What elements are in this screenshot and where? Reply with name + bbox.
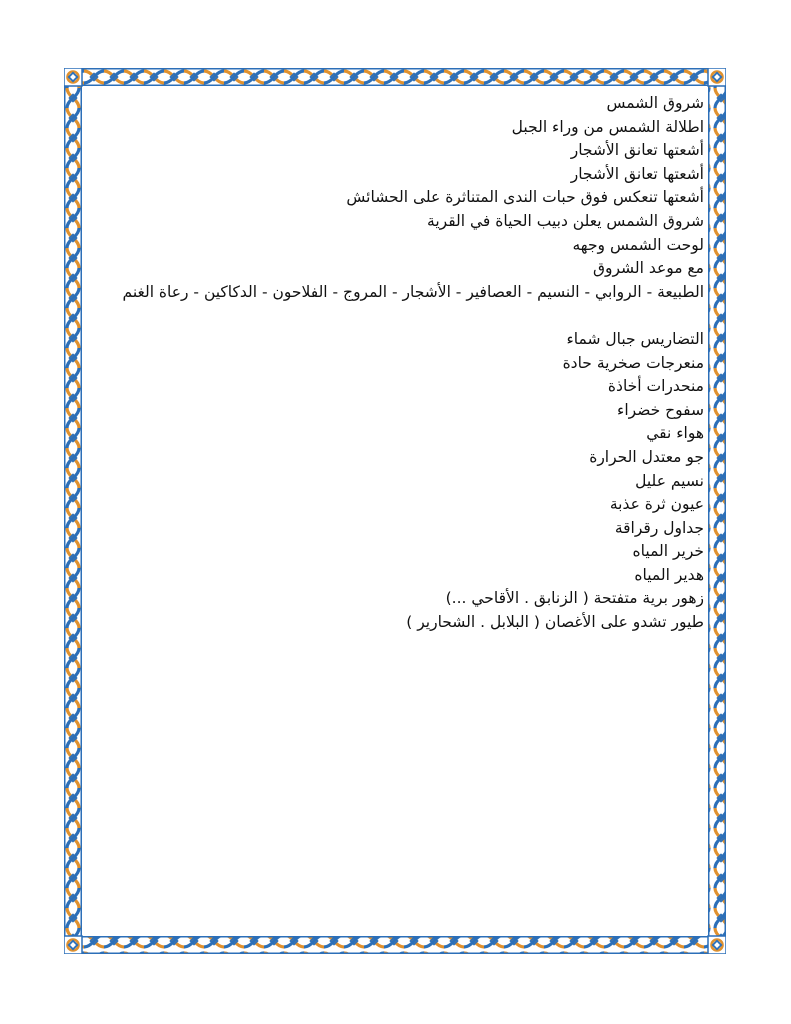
text-line: التضاريس جبال شماء xyxy=(566,329,704,348)
document-text xyxy=(110,92,704,635)
border-right xyxy=(708,68,726,954)
text-line: طيور تشدو على الأغصان ( البلابل . الشحارير ) xyxy=(406,613,704,632)
text-line: لوحت الشمس وجهه xyxy=(572,235,704,254)
text-line: عيون ثرة عذبة xyxy=(609,495,704,514)
text-line: زهور برية متفتحة ( الزنابق . الأقاحي ...) xyxy=(445,589,704,608)
text-line: هدير المياه xyxy=(634,565,704,584)
text-line: اطلالة الشمس من وراء الجبل xyxy=(511,117,704,136)
text-line: سفوح خضراء xyxy=(617,400,704,419)
text-line: الطبيعة - الروابي - النسيم - العصافير - الأشجار - المروج - الفلاحون - الدكاكين - رعاة الغنم xyxy=(122,282,704,301)
border-corner xyxy=(708,936,726,954)
text-line: منحدرات أخاذة xyxy=(607,377,704,396)
text-line: نسيم عليل xyxy=(635,471,704,490)
text-line: أشعتها تنعكس فوق حبات الندى المتناثرة على الحشائش xyxy=(346,188,704,207)
border-corner xyxy=(64,936,82,954)
text-line: منعرجات صخرية حادة xyxy=(562,353,704,372)
border-bottom xyxy=(64,936,726,954)
text-line: شروق الشمس يعلن دبيب الحياة في القرية xyxy=(427,211,704,230)
text-line: جو معتدل الحرارة xyxy=(589,447,704,466)
text-line: مع موعد الشروق xyxy=(592,259,704,278)
paragraph-spacer xyxy=(110,304,704,328)
text-line: أشعتها تعانق الأشجار xyxy=(570,164,704,183)
border-corner xyxy=(708,68,726,86)
border-corner xyxy=(64,68,82,86)
text-line: أشعتها تعانق الأشجار xyxy=(570,141,704,160)
border-left xyxy=(64,68,82,954)
border-top xyxy=(64,68,726,86)
text-line: جداول رقراقة xyxy=(614,518,704,537)
text-line: خرير المياه xyxy=(632,542,704,561)
text-line: هواء نقي xyxy=(646,424,704,443)
text-line: شروق الشمس xyxy=(606,94,704,112)
